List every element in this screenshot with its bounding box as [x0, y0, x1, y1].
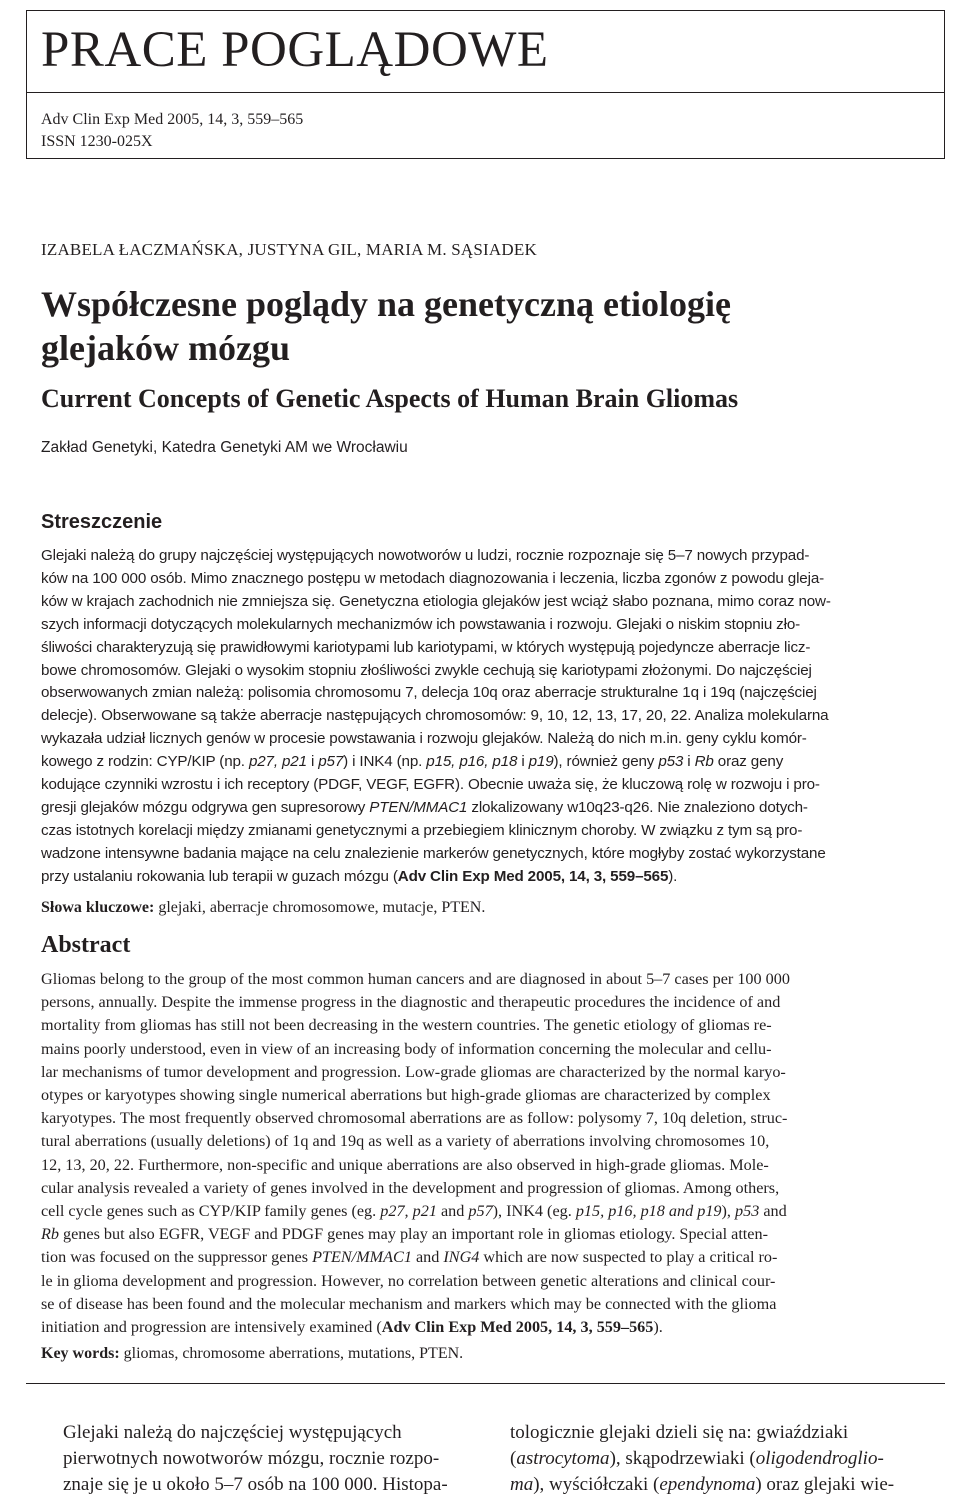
gene-name: p15, p16, p18 and p19 — [575, 1202, 722, 1221]
citation-ref: Adv Clin Exp Med 2005, 14, 3, 559–565 — [381, 1318, 654, 1337]
keywords-text: glejaki, aberracje chromosomowe, mutacje, PTEN. — [154, 899, 486, 916]
streszczenie-line: obserwowanych zmian należą: polisomia chromosomu 7, delecja 10q oraz aberracje strukturalne 1q i 19q (najczęściej — [41, 684, 817, 702]
section-title: PRACE POGLĄDOWE — [41, 22, 549, 78]
body-line: znaje się je u około 5–7 osób na 100 000. Histopa- — [63, 1474, 448, 1495]
body-column-left — [63, 1420, 448, 1498]
text-run: i — [306, 753, 319, 771]
tumor-term: ependynoma — [659, 1474, 756, 1495]
streszczenie-line: Glejaki należą do grupy najczęściej występujących nowotworów u ludzi, rocznie rozpoznaje się 5–7 nowych przypad- — [41, 547, 810, 564]
keywords-label: Słowa kluczowe: — [41, 899, 155, 916]
text-run: ). — [668, 867, 678, 885]
text-run: ( — [510, 1448, 517, 1469]
gene-name: p57 — [318, 753, 344, 771]
gene-name: p53 — [735, 1202, 760, 1221]
text-run: which are now suspected to play a critical ro- — [479, 1248, 778, 1267]
abstract-line: persons, annually. Despite the immense progress in the diagnostic and therapeutic procedures the incidence of and — [41, 993, 781, 1012]
abstract-body — [41, 968, 952, 1339]
body-column-right — [510, 1420, 894, 1498]
abstract-heading: Abstract — [41, 932, 131, 958]
abstract-line: Gliomas belong to the group of the most common human cancers and are diagnosed in about 5–7 cases per 100 000 — [41, 970, 790, 988]
text-run: genes but also EGFR, VEGF and PDGF genes may play an important role in gliomas etiology. Special atten- — [58, 1225, 768, 1244]
streszczenie-line: bowe chromosomów. Glejaki o wysokim stopniu złośliwości zwykle cechują się kariotypami złożonymi. Do najczęściej — [41, 661, 812, 679]
abstract-line — [41, 1200, 952, 1223]
streszczenie-line: ków w krajach zachodnich nie zmniejsza się. Genetyczna etiologia glejaków jest wciąż słabo poznana, mimo coraz now- — [41, 592, 831, 610]
gene-name: p57 — [468, 1202, 493, 1221]
text-run: ), — [721, 1202, 735, 1221]
gene-name: PTEN/MMAC1 — [312, 1248, 412, 1267]
journal-header — [26, 10, 945, 159]
keywords-text: gliomas, chromosome aberrations, mutations, PTEN. — [119, 1345, 464, 1362]
text-run: and — [411, 1248, 444, 1267]
abstract-line: tural aberrations (usually deletions) of 1q and 19q as well as a variety of aberrations involving chromosomes 10, — [41, 1132, 770, 1151]
streszczenie-line: czas istotnych korelacji między zmianami genetycznymi a przebiegiem klinicznym choroby. W związku z tym są pro- — [41, 821, 803, 839]
text-run: and — [436, 1202, 469, 1221]
abstract-line: mains poorly understood, even in view of an increasing body of information concerning the molecular and cellu- — [41, 1039, 772, 1058]
tumor-term: oligodendroglio- — [755, 1448, 884, 1469]
streszczenie-line: wadzone intensywne badania mające na celu znalezienie markerów genetycznych, które mogłyby zostać wykorzystane — [41, 844, 826, 862]
streszczenie-line — [41, 751, 952, 774]
text-run: ), również geny — [553, 753, 659, 771]
gene-name: p15, p16, p18 — [426, 753, 518, 771]
title-pl-line1: Współczesne poglądy na genetyczną etiologię — [41, 284, 731, 324]
article-title-en: Current Concepts of Genetic Aspects of Human Brain Gliomas — [41, 384, 739, 413]
text-run: ), wyściółczaki ( — [533, 1474, 660, 1495]
abstract-line: otypes or karyotypes showing single numerical aberrations but high-grade gliomas are characterized by complex — [41, 1086, 771, 1105]
body-line — [510, 1472, 894, 1498]
text-run: i — [683, 753, 695, 771]
abstract-line: 12, 13, 20, 22. Furthermore, non-specific and unique aberrations are also observed in high-grade gliomas. Mole- — [41, 1155, 769, 1174]
text-run: przy ustalaniu rokowania lub terapii w guzach mózgu ( — [41, 867, 398, 885]
abstract-line: karyotypes. The most frequently observed chromosomal aberrations are as follow: polysomy 7, 10q deletion, struc- — [41, 1109, 788, 1128]
tumor-term: astrocytoma — [516, 1448, 610, 1469]
abstract-line — [41, 1223, 952, 1246]
text-run: ), INK4 (eg. — [492, 1202, 576, 1221]
citation-line — [41, 109, 303, 131]
streszczenie-line — [41, 797, 952, 820]
gene-name: ING4 — [443, 1248, 480, 1267]
streszczenie-line: wykazała udział licznych genów w procesie powstawania i rozwoju glejaków. Należą do nich m.in. geny cyklu komór- — [41, 730, 807, 748]
gene-name: PTEN/MMAC1 — [369, 798, 468, 816]
keywords-en — [41, 1345, 463, 1363]
text-run: ), skąpodrzewiaki ( — [609, 1448, 756, 1469]
body-line: tologicznie glejaki dzieli się na: gwiaździaki — [510, 1422, 849, 1443]
abstract-line: lar mechanisms of tumor development and progression. Low-grade gliomas are characterized by the normal karyo- — [41, 1062, 786, 1081]
gene-name: Rb — [694, 753, 714, 771]
streszczenie-line: delecje). Obserwowane są także aberracje następujących chromosomów: 9, 10, 12, 13, 17, 20, 22. Analiza molekularna — [41, 707, 829, 725]
gene-name: Rb — [41, 1225, 59, 1244]
text-run: cell cycle genes such as CYP/KIP family genes (eg. — [41, 1202, 381, 1221]
body-line: pierwotnych nowotworów mózgu, rocznie rozpo- — [63, 1448, 440, 1469]
text-run: gresji glejaków mózgu odgrywa gen supresorowy — [41, 798, 370, 816]
abstract-line: se of disease has been found and the molecular mechanism and markers which may be connected with the glioma — [41, 1294, 777, 1313]
abstract-line: mortality from gliomas has still not been decreasing in the western countries. The genetic etiology of gliomas re- — [41, 1016, 772, 1035]
abstract-line — [41, 1246, 952, 1269]
streszczenie-line — [41, 866, 952, 889]
affiliation: Zakład Genetyki, Katedra Genetyki AM we Wrocławiu — [41, 439, 408, 456]
streszczenie-heading: Streszczenie — [41, 511, 163, 533]
text-run: ). — [653, 1318, 663, 1337]
article-title-pl — [41, 282, 941, 370]
tumor-term: ma — [510, 1474, 534, 1495]
gene-name: p53 — [658, 753, 684, 771]
text-run: kowego z rodzin: CYP/KIP (np. — [41, 753, 249, 771]
streszczenie-line: kodujące czynniki wzrostu i ich receptory (PDGF, VEGF, EGFR). Obecnie uważa się, że kluczową rolę w rozwoju i pro- — [41, 776, 820, 794]
text-run: i — [517, 753, 529, 771]
citation-ref: Adv Clin Exp Med 2005, 14, 3, 559–565 — [397, 867, 669, 885]
streszczenie-body — [41, 545, 952, 889]
streszczenie-line: ków na 100 000 osób. Mimo znacznego postępu w metodach diagnozowania i leczenia, liczba zgonów z powodu gleja- — [41, 569, 825, 587]
text-run: ) oraz glejaki wie- — [755, 1474, 895, 1495]
text-run: zlokalizowany w10q23-q26. Nie znaleziono dotych- — [467, 798, 808, 816]
citation-text: Adv Clin Exp Med 2005, 14, 3, 559–565 — [41, 111, 304, 128]
gene-name: p19 — [528, 753, 554, 771]
body-line: Glejaki należą do najczęściej występujących — [63, 1422, 402, 1443]
section-rule — [26, 1383, 945, 1384]
gene-name: p27, p21 — [380, 1202, 437, 1221]
abstract-line — [41, 1316, 952, 1339]
keywords-label: Key words: — [41, 1345, 120, 1362]
text-run: tion was focused on the suppressor genes — [41, 1248, 313, 1267]
title-pl-line2: glejaków mózgu — [41, 328, 290, 368]
text-run: oraz geny — [713, 753, 784, 771]
text-run: ) i INK4 (np. — [343, 753, 427, 771]
text-run: and — [759, 1202, 787, 1221]
streszczenie-line: szych informacji dotyczących molekularnych mechanizmów ich powstawania i rozwoju. Glejaki o niskim stopniu zło- — [41, 615, 801, 633]
header-divider — [27, 92, 944, 93]
body-line — [510, 1446, 894, 1472]
authors: IZABELA ŁACZMAŃSKA, JUSTYNA GIL, MARIA M. SĄSIADEK — [41, 240, 537, 259]
keywords-pl — [41, 899, 485, 917]
streszczenie-line: śliwości charakteryzują się prawidłowymi kariotypami lub kariotypami, w których występują pojedyncze aberracje licz- — [41, 638, 811, 656]
journal-citation — [41, 109, 303, 153]
gene-name: p27, p21 — [248, 753, 307, 771]
text-run: initiation and progression are intensively examined ( — [41, 1318, 382, 1337]
issn-line: ISSN 1230-025X — [41, 133, 153, 150]
abstract-line: le in glioma development and progression. However, no correlation between genetic alterations and clinical cour- — [41, 1271, 776, 1290]
abstract-line: cular analysis revealed a variety of genes involved in the development and progression of gliomas. Among others, — [41, 1178, 780, 1197]
